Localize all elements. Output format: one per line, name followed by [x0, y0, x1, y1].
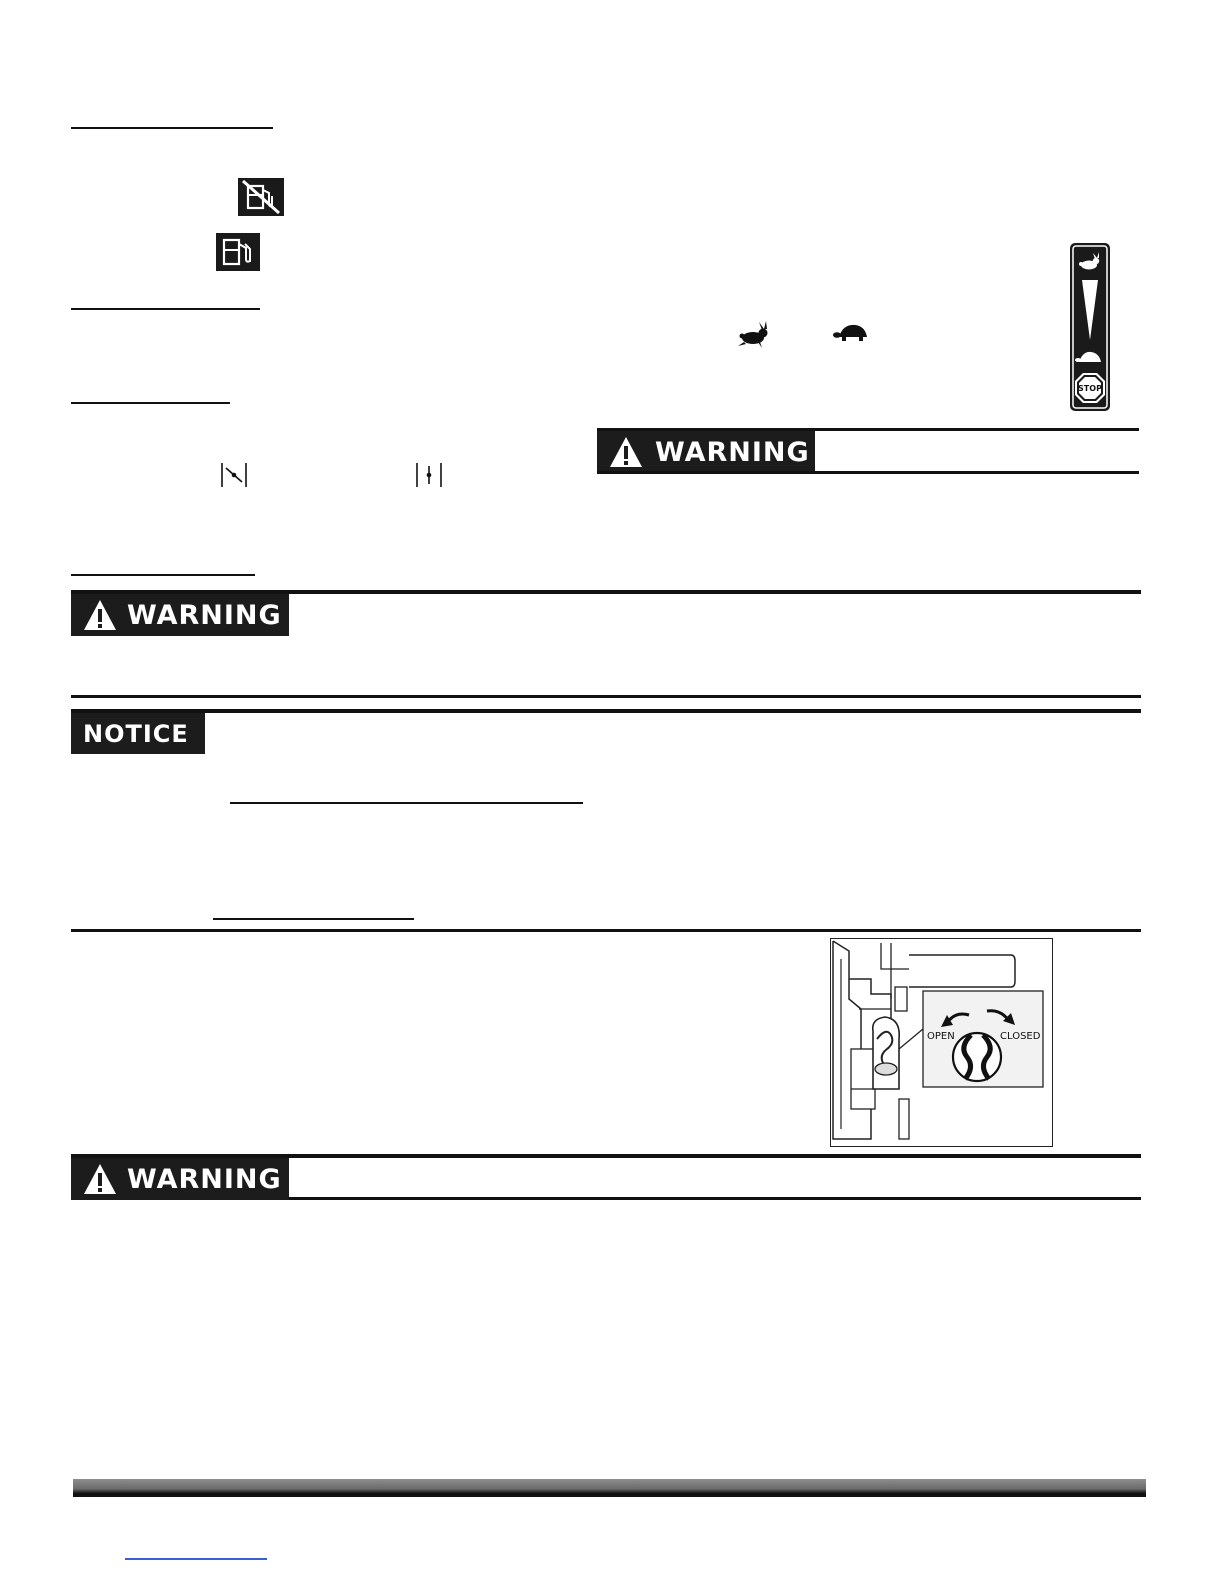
section-heading-underline-1 — [71, 127, 273, 129]
warning-2-bottom-rule — [289, 1197, 1141, 1200]
stop-label: STOP — [1078, 384, 1102, 393]
warning-badge-1 — [71, 594, 289, 636]
notice-underline-link — [230, 802, 583, 804]
notice-label: NOTICE — [83, 719, 189, 748]
throttle-control-panel — [1069, 242, 1111, 412]
warning-badge-right — [597, 431, 815, 473]
warning-label: WARNING — [127, 1163, 282, 1195]
closed-label: CLOSED — [1000, 1031, 1041, 1042]
footer-bar — [73, 1479, 1146, 1497]
warning-triangle-icon — [609, 436, 643, 468]
section-heading-underline-4 — [71, 574, 255, 576]
section-heading-underline-3 — [71, 402, 230, 404]
warning-right-bottom-rule — [597, 471, 1139, 474]
warning-1-bottom-rule — [71, 695, 1141, 698]
warning-label: WARNING — [127, 599, 282, 631]
open-label: OPEN — [927, 1031, 955, 1042]
warning-triangle-icon — [83, 599, 117, 631]
fuel-valve-section-rule — [71, 929, 1141, 932]
rabbit-fast-icon — [736, 321, 772, 349]
fuel-on-icon — [216, 233, 260, 271]
notice-top-rule — [71, 709, 1141, 713]
footer-link-underline[interactable] — [125, 1558, 267, 1560]
warning-triangle-icon — [83, 1163, 117, 1195]
choke-closed-icon — [220, 462, 248, 488]
choke-open-icon — [415, 462, 443, 488]
notice-badge — [71, 713, 205, 754]
warning-badge-2 — [71, 1158, 289, 1200]
section-heading-underline-2 — [71, 308, 260, 310]
fuel-valve-figure — [830, 938, 1053, 1147]
warning-label: WARNING — [655, 436, 810, 468]
fuel-valve-underline — [213, 918, 414, 920]
fuel-off-icon — [238, 178, 284, 216]
turtle-slow-icon — [833, 322, 871, 344]
